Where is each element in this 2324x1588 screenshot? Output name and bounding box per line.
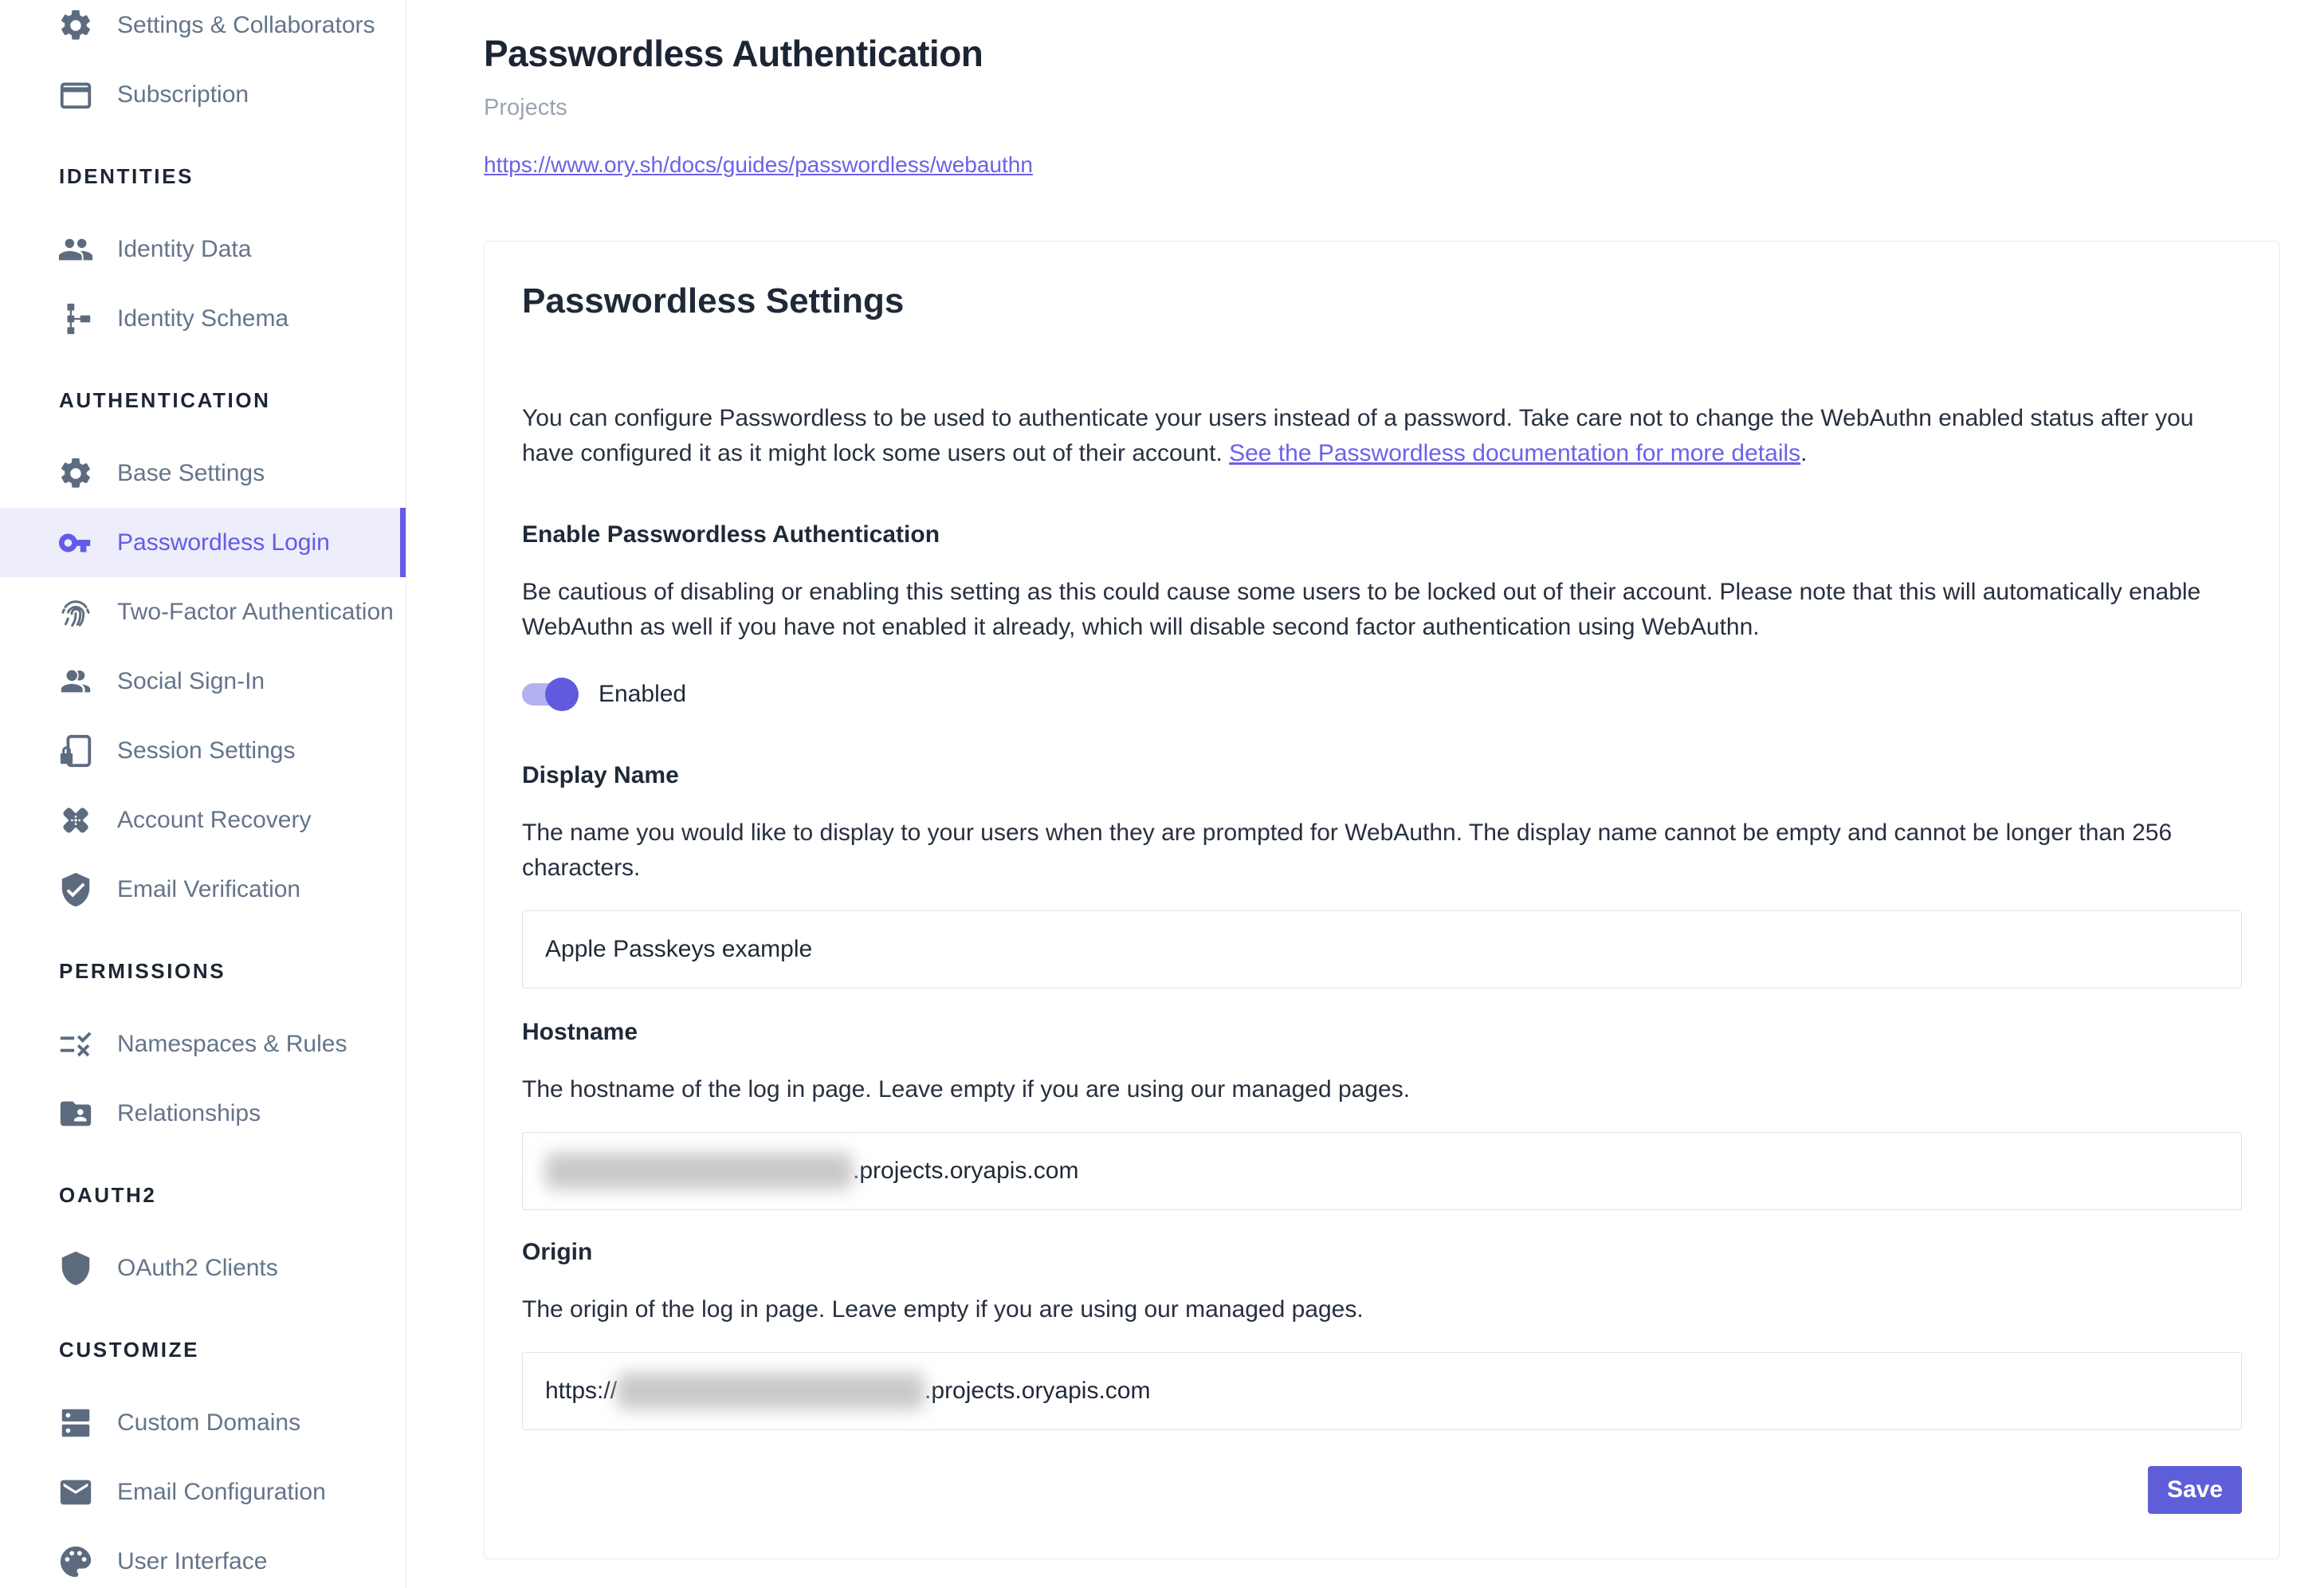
sidebar-item-label: Identity Schema <box>117 305 289 332</box>
sidebar-item-label: Settings & Collaborators <box>117 11 375 38</box>
card-title: Passwordless Settings <box>522 281 905 320</box>
redacted-hostname-value <box>545 1153 853 1189</box>
sidebar-item-label: Social Sign-In <box>117 667 265 694</box>
hostname-description: The hostname of the log in page. Leave empty if you are using our managed pages. <box>522 1076 1411 1103</box>
sidebar-item-two-factor-authentication[interactable] <box>0 577 406 647</box>
page-subtitle: Projects <box>484 95 567 120</box>
schema-icon <box>57 301 94 337</box>
origin-heading: Origin <box>522 1239 593 1265</box>
sidebar <box>0 0 406 1588</box>
sidebar-item-account-recovery[interactable] <box>0 785 406 855</box>
sidebar-nav <box>0 0 406 1588</box>
sidebar-item-identity-schema[interactable] <box>0 284 406 353</box>
display-name-input[interactable] <box>522 910 2242 989</box>
sidebar-item-label: Passwordless Login <box>117 529 330 556</box>
sidebar-item-label: Two-Factor Authentication <box>117 598 394 625</box>
palette-icon <box>57 1543 94 1580</box>
gear-icon <box>57 7 94 44</box>
sidebar-item-social-sign-in[interactable] <box>0 647 406 716</box>
sidebar-item-session-settings[interactable] <box>0 716 406 785</box>
credit-card-icon <box>57 77 94 113</box>
save-button[interactable]: Save <box>2148 1466 2242 1514</box>
shield-icon <box>57 1250 94 1287</box>
sidebar-item-email-verification[interactable] <box>0 855 406 924</box>
sidebar-item-label: Account Recovery <box>117 806 312 833</box>
sidebar-item-base-settings[interactable] <box>0 438 406 508</box>
sidebar-item-user-interface[interactable] <box>0 1527 406 1588</box>
nav-section-authentication: AUTHENTICATION <box>59 388 271 412</box>
enable-passwordless-heading: Enable Passwordless Authentication <box>522 521 940 548</box>
fingerprint-icon <box>57 594 94 631</box>
nav-section-permissions: PERMISSIONS <box>59 959 226 983</box>
sidebar-item-oauth2-clients[interactable] <box>0 1233 406 1303</box>
sidebar-item-label: User Interface <box>117 1547 268 1574</box>
intro-suffix: . <box>1800 440 1808 466</box>
mail-icon <box>57 1474 94 1511</box>
sidebar-item-label: Identity Data <box>117 235 252 262</box>
dns-icon <box>57 1405 94 1441</box>
sidebar-item-label: OAuth2 Clients <box>117 1254 278 1281</box>
toggle-thumb-shape <box>545 678 579 711</box>
sidebar-item-subscription[interactable] <box>0 60 406 129</box>
sidebar-item-label: Base Settings <box>117 459 265 486</box>
shield-check-icon <box>57 871 94 908</box>
key-icon <box>57 525 94 561</box>
redacted-origin-value <box>617 1373 924 1409</box>
gear-icon <box>57 455 94 492</box>
nav-section-oauth2: OAUTH2 <box>59 1183 157 1207</box>
sidebar-item-label: Relationships <box>117 1099 261 1126</box>
rule-icon <box>57 1026 94 1063</box>
sidebar-item-settings-and-collaborators[interactable] <box>0 0 406 60</box>
enable-passwordless-description: Be cautious of disabling or enabling this setting as this could cause some users to be locked out of their account. Please note that this will automatically enable WebAuthn as well if you have not enabled it already, which will disable second factor authentication using WebAuthn. <box>522 579 2201 640</box>
sidebar-item-passwordless-login[interactable] <box>0 508 406 577</box>
nav-section-identities: IDENTITIES <box>59 164 194 188</box>
nav-section-customize: CUSTOMIZE <box>59 1338 200 1362</box>
sidebar-item-label: Session Settings <box>117 737 296 764</box>
page-title: Passwordless Authentication <box>484 33 983 74</box>
people-icon <box>57 231 94 268</box>
sidebar-item-label: Subscription <box>117 81 249 108</box>
sidebar-item-label: Email Configuration <box>117 1478 326 1505</box>
folder-user-icon <box>57 1095 94 1132</box>
webauthn-doc-link[interactable]: https://www.ory.sh/docs/guides/passwordless/webauthn <box>484 152 1033 177</box>
sidebar-item-relationships[interactable] <box>0 1079 406 1148</box>
card-actions <box>522 1466 2242 1514</box>
device-lock-icon <box>57 733 94 769</box>
sidebar-item-custom-domains[interactable] <box>0 1388 406 1457</box>
origin-prefix: https:// <box>545 1378 618 1404</box>
sidebar-item-identity-data[interactable] <box>0 214 406 284</box>
toggle-label: Enabled <box>599 681 687 707</box>
passwordless-settings-card <box>484 241 2280 1559</box>
card-intro <box>522 401 2196 471</box>
origin-suffix: .projects.oryapis.com <box>924 1378 1151 1404</box>
main-content <box>406 0 2324 1588</box>
bandage-icon <box>57 802 94 839</box>
display-name-heading: Display Name <box>522 762 679 788</box>
passwordless-docs-link[interactable]: See the Passwordless documentation for more details <box>1229 440 1801 466</box>
passwordless-toggle[interactable] <box>522 683 576 706</box>
people-alt-icon <box>57 663 94 700</box>
display-name-description: The name you would like to display to your users when they are prompted for WebAuthn. The display name cannot be empty and cannot be longer than 256 characters. <box>522 820 2173 881</box>
sidebar-item-label: Custom Domains <box>117 1409 301 1436</box>
sidebar-item-email-configuration[interactable] <box>0 1457 406 1527</box>
intro-text: You can configure Passwordless to be used to authenticate your users instead of a password. Take care not to change the WebAuthn enabled status after you have configured it as it might lock some users out of their account. <box>522 405 2194 466</box>
sidebar-item-namespaces-and-rules[interactable] <box>0 1009 406 1079</box>
sidebar-item-label: Email Verification <box>117 875 301 902</box>
display-name-value: Apple Passkeys example <box>545 936 813 962</box>
sidebar-item-label: Namespaces & Rules <box>117 1030 347 1057</box>
hostname-input[interactable] <box>522 1132 2242 1210</box>
hostname-suffix: .projects.oryapis.com <box>853 1158 1079 1184</box>
origin-description: The origin of the log in page. Leave empty if you are using our managed pages. <box>522 1296 1364 1323</box>
enable-toggle-row <box>522 675 2242 713</box>
hostname-heading: Hostname <box>522 1019 638 1045</box>
origin-input[interactable] <box>522 1352 2242 1430</box>
